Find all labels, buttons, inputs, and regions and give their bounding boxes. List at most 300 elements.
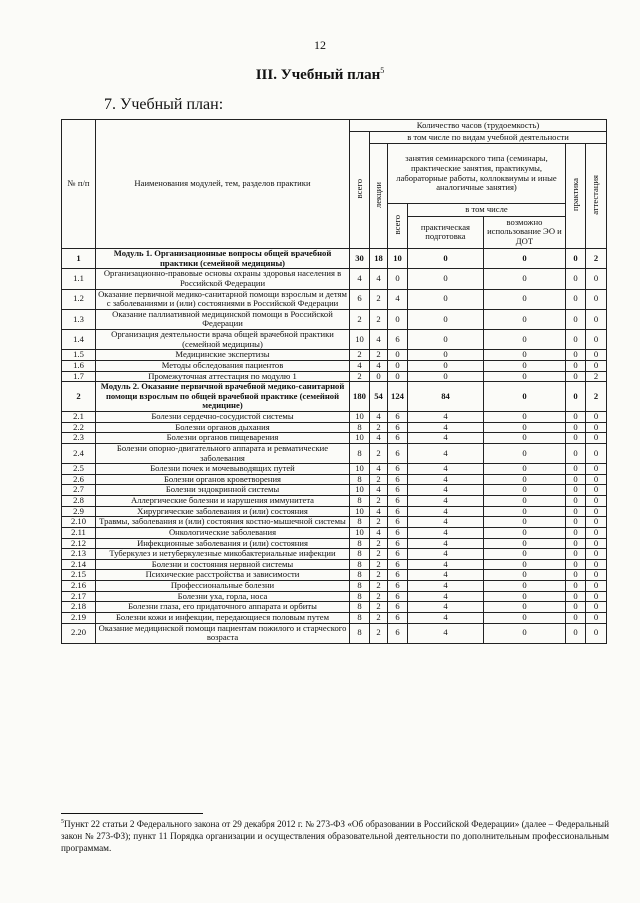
row-distance: 0 (484, 591, 566, 602)
row-attestation: 0 (586, 412, 607, 423)
row-number: 2 (62, 382, 96, 412)
row-practice: 0 (566, 289, 586, 309)
row-practice: 0 (566, 549, 586, 560)
row-practical-training: 4 (408, 538, 484, 549)
row-practical-training: 4 (408, 474, 484, 485)
row-distance: 0 (484, 360, 566, 371)
row-name: Методы обследования пациентов (96, 360, 350, 371)
row-practical-training: 0 (408, 309, 484, 329)
row-attestation: 0 (586, 506, 607, 517)
row-seminar: 0 (388, 269, 408, 289)
row-seminar: 6 (388, 443, 408, 463)
table-row (62, 549, 607, 560)
table-row (62, 330, 607, 350)
row-attestation: 0 (586, 360, 607, 371)
row-distance: 0 (484, 350, 566, 361)
row-attestation: 2 (586, 382, 607, 412)
table-row (62, 360, 607, 371)
table-row (62, 422, 607, 433)
row-total: 10 (350, 527, 370, 538)
row-lectures: 2 (370, 581, 388, 592)
module-row (62, 249, 607, 269)
row-seminar: 0 (388, 350, 408, 361)
row-total: 8 (350, 612, 370, 623)
row-number: 2.12 (62, 538, 96, 549)
row-seminar: 6 (388, 474, 408, 485)
row-total: 8 (350, 538, 370, 549)
table-row (62, 591, 607, 602)
row-attestation: 2 (586, 371, 607, 382)
row-attestation: 0 (586, 289, 607, 309)
row-attestation: 0 (586, 559, 607, 570)
row-number: 2.14 (62, 559, 96, 570)
row-practical-training: 4 (408, 412, 484, 423)
module-row (62, 382, 607, 412)
table-row (62, 602, 607, 613)
row-number: 2.15 (62, 570, 96, 581)
row-total: 10 (350, 330, 370, 350)
row-practice: 0 (566, 602, 586, 613)
row-name: Болезни уха, горла, носа (96, 591, 350, 602)
section-title-text: III. Учебный план (255, 67, 381, 83)
row-lectures: 4 (370, 360, 388, 371)
row-name: Болезни органов пищеварения (96, 433, 350, 444)
row-number: 2.2 (62, 422, 96, 433)
row-distance: 0 (484, 496, 566, 507)
header-seminar-total-text: всего (391, 215, 402, 235)
row-practical-training: 4 (408, 443, 484, 463)
row-practice: 0 (566, 382, 586, 412)
row-practice: 0 (566, 330, 586, 350)
row-distance: 0 (484, 443, 566, 463)
row-attestation: 0 (586, 581, 607, 592)
row-number: 2.19 (62, 612, 96, 623)
row-lectures: 4 (370, 464, 388, 475)
row-distance: 0 (484, 422, 566, 433)
row-practice: 0 (566, 350, 586, 361)
row-name: Медицинские экспертизы (96, 350, 350, 361)
row-lectures: 2 (370, 602, 388, 613)
header-name: Наименования модулей, тем, разделов практики (96, 120, 350, 249)
row-distance: 0 (484, 249, 566, 269)
row-name: Модуль 2. Оказание первичной врачебной медико-санитарной помощи взрослым по общей врачебной практике (семейной медицине) (96, 382, 350, 412)
section-title (0, 66, 640, 84)
row-name: Промежуточная аттестация по модулю 1 (96, 371, 350, 382)
header-total-text: всего (353, 179, 364, 199)
table-row (62, 289, 607, 309)
row-seminar: 6 (388, 612, 408, 623)
row-seminar: 6 (388, 549, 408, 560)
row-total: 8 (350, 443, 370, 463)
row-seminar: 4 (388, 289, 408, 309)
row-total: 2 (350, 350, 370, 361)
row-number: 2.4 (62, 443, 96, 463)
row-number: 1.7 (62, 371, 96, 382)
row-practice: 0 (566, 249, 586, 269)
row-number: 1.5 (62, 350, 96, 361)
row-seminar: 6 (388, 485, 408, 496)
row-seminar: 6 (388, 623, 408, 643)
row-seminar: 6 (388, 570, 408, 581)
row-distance: 0 (484, 570, 566, 581)
footnote-text: Пункт 22 статьи 2 Федерального закона от 29 декабря 2012 г. № 273-ФЗ «Об образовании в Российской Федерации» (далее – Федеральный закон № 273-ФЗ); пункт 11 Порядка организации и осуществления образовательной деятельности по дополнительным профессиональным программам. (61, 819, 609, 853)
row-total: 8 (350, 496, 370, 507)
row-attestation: 0 (586, 464, 607, 475)
row-total: 8 (350, 422, 370, 433)
row-number: 2.16 (62, 581, 96, 592)
row-lectures: 2 (370, 538, 388, 549)
row-name: Болезни почек и мочевыводящих путей (96, 464, 350, 475)
row-total: 2 (350, 309, 370, 329)
row-attestation: 0 (586, 474, 607, 485)
row-total: 8 (350, 581, 370, 592)
row-practical-training: 0 (408, 371, 484, 382)
footnote (61, 819, 609, 855)
row-attestation: 0 (586, 527, 607, 538)
row-distance: 0 (484, 612, 566, 623)
row-name: Оказание паллиативной медицинской помощи в Российской Федерации (96, 309, 350, 329)
table-row (62, 538, 607, 549)
row-seminar: 6 (388, 591, 408, 602)
row-lectures: 18 (370, 249, 388, 269)
row-distance: 0 (484, 623, 566, 643)
row-lectures: 4 (370, 485, 388, 496)
row-number: 1.4 (62, 330, 96, 350)
plan-label: 7. Учебный план: (104, 96, 224, 113)
table-row (62, 517, 607, 528)
table-row (62, 570, 607, 581)
row-total: 10 (350, 506, 370, 517)
row-practical-training: 4 (408, 496, 484, 507)
row-attestation: 0 (586, 612, 607, 623)
row-practical-training: 4 (408, 464, 484, 475)
row-lectures: 0 (370, 371, 388, 382)
header-lectures (370, 144, 388, 249)
header-num: № п/п (62, 120, 96, 249)
table-row (62, 623, 607, 643)
footnote-divider (61, 813, 203, 814)
header-hours-total: Количество часов (трудоемкость) (350, 120, 607, 132)
row-number: 2.20 (62, 623, 96, 643)
row-name: Болезни и состояния нервной системы (96, 559, 350, 570)
row-number: 2.9 (62, 506, 96, 517)
row-seminar: 6 (388, 330, 408, 350)
row-lectures: 4 (370, 269, 388, 289)
row-attestation: 0 (586, 433, 607, 444)
row-seminar: 6 (388, 506, 408, 517)
row-practical-training: 4 (408, 517, 484, 528)
row-practical-training: 4 (408, 549, 484, 560)
row-total: 8 (350, 549, 370, 560)
row-distance: 0 (484, 289, 566, 309)
row-total: 180 (350, 382, 370, 412)
header-seminar-total (388, 204, 408, 249)
row-distance: 0 (484, 538, 566, 549)
row-total: 8 (350, 570, 370, 581)
row-number: 2.17 (62, 591, 96, 602)
row-lectures: 2 (370, 443, 388, 463)
row-seminar: 6 (388, 527, 408, 538)
row-practical-training: 0 (408, 360, 484, 371)
table-row (62, 443, 607, 463)
row-practice: 0 (566, 309, 586, 329)
row-attestation: 0 (586, 517, 607, 528)
row-name: Онкологические заболевания (96, 527, 350, 538)
row-distance: 0 (484, 382, 566, 412)
row-attestation: 0 (586, 623, 607, 643)
row-distance: 0 (484, 559, 566, 570)
row-distance: 0 (484, 517, 566, 528)
row-practical-training: 84 (408, 382, 484, 412)
header-lectures-text: лекции (372, 181, 383, 208)
row-seminar: 6 (388, 464, 408, 475)
header-distance: возможно использование ЭО и ДОТ (487, 216, 562, 247)
row-number: 2.11 (62, 527, 96, 538)
row-name: Инфекционные заболевания и (или) состояния (96, 538, 350, 549)
row-attestation: 2 (586, 249, 607, 269)
row-practice: 0 (566, 485, 586, 496)
row-total: 10 (350, 485, 370, 496)
row-total: 4 (350, 269, 370, 289)
row-attestation: 0 (586, 602, 607, 613)
row-total: 6 (350, 289, 370, 309)
row-distance: 0 (484, 371, 566, 382)
row-name: Болезни органов кроветворения (96, 474, 350, 485)
row-lectures: 4 (370, 412, 388, 423)
row-distance: 0 (484, 464, 566, 475)
row-seminar: 6 (388, 581, 408, 592)
header-attestation-text: аттестация (590, 174, 601, 215)
row-practical-training: 0 (408, 350, 484, 361)
row-lectures: 2 (370, 591, 388, 602)
row-practice: 0 (566, 527, 586, 538)
row-seminar: 6 (388, 433, 408, 444)
table-row (62, 371, 607, 382)
row-lectures: 2 (370, 612, 388, 623)
table-row (62, 496, 607, 507)
row-attestation: 0 (586, 443, 607, 463)
row-practice: 0 (566, 474, 586, 485)
row-name: Хирургические заболевания и (или) состояния (96, 506, 350, 517)
row-distance: 0 (484, 506, 566, 517)
row-lectures: 4 (370, 506, 388, 517)
row-seminar: 10 (388, 249, 408, 269)
row-practice: 0 (566, 269, 586, 289)
table-row (62, 309, 607, 329)
row-practice: 0 (566, 371, 586, 382)
row-lectures: 2 (370, 496, 388, 507)
row-seminar: 6 (388, 422, 408, 433)
header-by-type: в том числе по видам учебной деятельности (370, 132, 607, 144)
row-name: Организационно-правовые основы охраны здоровья населения в Российской Федерации (96, 269, 350, 289)
row-name: Оказание первичной медико-санитарной помощи взрослым и детям с заболеваниями и (или) состояниями в Российской Федерации (96, 289, 350, 309)
row-distance: 0 (484, 269, 566, 289)
row-name: Болезни эндокринной системы (96, 485, 350, 496)
row-attestation: 0 (586, 269, 607, 289)
row-practice: 0 (566, 570, 586, 581)
row-number: 2.5 (62, 464, 96, 475)
row-practical-training: 4 (408, 559, 484, 570)
row-distance: 0 (484, 474, 566, 485)
row-lectures: 4 (370, 527, 388, 538)
table-row (62, 474, 607, 485)
row-total: 2 (350, 371, 370, 382)
row-attestation: 0 (586, 538, 607, 549)
header-practice-text: практика (569, 178, 580, 212)
row-number: 2.8 (62, 496, 96, 507)
row-lectures: 2 (370, 309, 388, 329)
row-number: 2.6 (62, 474, 96, 485)
header-total (350, 132, 370, 249)
row-attestation: 0 (586, 496, 607, 507)
row-practical-training: 4 (408, 506, 484, 517)
row-practical-training: 4 (408, 485, 484, 496)
row-lectures: 4 (370, 433, 388, 444)
row-number: 1 (62, 249, 96, 269)
row-total: 8 (350, 559, 370, 570)
row-name: Болезни глаза, его придаточного аппарата и орбиты (96, 602, 350, 613)
row-attestation: 0 (586, 422, 607, 433)
row-practice: 0 (566, 612, 586, 623)
row-name: Организация деятельности врача общей врачебной практики (семейной медицины) (96, 330, 350, 350)
row-attestation: 0 (586, 309, 607, 329)
table-row (62, 506, 607, 517)
row-attestation: 0 (586, 570, 607, 581)
row-practice: 0 (566, 360, 586, 371)
row-attestation: 0 (586, 350, 607, 361)
row-name: Болезни опорно-двигательного аппарата и ревматические заболевания (96, 443, 350, 463)
row-name: Оказание медицинской помощи пациентам пожилого и старческого возраста (96, 623, 350, 643)
curriculum-body (62, 249, 607, 644)
row-practical-training: 0 (408, 269, 484, 289)
row-number: 2.10 (62, 517, 96, 528)
table-row (62, 412, 607, 423)
row-total: 4 (350, 360, 370, 371)
row-number: 2.13 (62, 549, 96, 560)
row-distance: 0 (484, 581, 566, 592)
row-distance: 0 (484, 330, 566, 350)
row-name: Болезни сердечно-сосудистой системы (96, 412, 350, 423)
header-including-inner (408, 204, 565, 248)
row-total: 8 (350, 517, 370, 528)
row-practical-training: 4 (408, 433, 484, 444)
row-practical-training: 4 (408, 581, 484, 592)
row-practice: 0 (566, 464, 586, 475)
row-name: Болезни кожи и инфекции, передающиеся половым путем (96, 612, 350, 623)
table-row (62, 527, 607, 538)
table-row (62, 269, 607, 289)
table-row (62, 485, 607, 496)
row-distance: 0 (484, 485, 566, 496)
row-total: 8 (350, 474, 370, 485)
row-distance: 0 (484, 527, 566, 538)
row-practice: 0 (566, 559, 586, 570)
row-name: Травмы, заболевания и (или) состояния костно-мышечной системы (96, 517, 350, 528)
row-name: Профессиональные болезни (96, 581, 350, 592)
curriculum-table (61, 119, 607, 644)
row-number: 2.18 (62, 602, 96, 613)
header-including: в том числе (408, 204, 565, 216)
row-practice: 0 (566, 591, 586, 602)
footnote-marker: 5 (61, 819, 64, 825)
row-total: 8 (350, 591, 370, 602)
row-lectures: 54 (370, 382, 388, 412)
row-seminar: 6 (388, 517, 408, 528)
row-lectures: 2 (370, 289, 388, 309)
row-lectures: 2 (370, 559, 388, 570)
row-practical-training: 0 (408, 249, 484, 269)
row-distance: 0 (484, 412, 566, 423)
row-seminar: 6 (388, 602, 408, 613)
row-number: 1.3 (62, 309, 96, 329)
row-number: 2.3 (62, 433, 96, 444)
row-total: 8 (350, 623, 370, 643)
row-lectures: 4 (370, 330, 388, 350)
row-seminar: 0 (388, 360, 408, 371)
row-seminar: 124 (388, 382, 408, 412)
row-seminar: 6 (388, 559, 408, 570)
row-practice: 0 (566, 496, 586, 507)
row-lectures: 2 (370, 623, 388, 643)
row-attestation: 0 (586, 591, 607, 602)
row-seminar: 6 (388, 412, 408, 423)
row-attestation: 0 (586, 549, 607, 560)
table-row (62, 559, 607, 570)
row-practice: 0 (566, 538, 586, 549)
row-distance: 0 (484, 309, 566, 329)
table-row (62, 350, 607, 361)
row-seminar: 6 (388, 496, 408, 507)
row-name: Аллергические болезни и нарушения иммунитета (96, 496, 350, 507)
row-name: Туберкулез и нетуберкулезные микобактериальные инфекции (96, 549, 350, 560)
table-row (62, 612, 607, 623)
row-practice: 0 (566, 433, 586, 444)
table-row (62, 433, 607, 444)
row-practical-training: 0 (408, 289, 484, 309)
row-distance: 0 (484, 549, 566, 560)
row-lectures: 2 (370, 350, 388, 361)
row-total: 8 (350, 602, 370, 613)
row-name: Психические расстройства и зависимости (96, 570, 350, 581)
row-practice: 0 (566, 422, 586, 433)
table-row (62, 464, 607, 475)
row-number: 1.6 (62, 360, 96, 371)
row-total: 30 (350, 249, 370, 269)
header-attestation (586, 144, 607, 249)
row-practical-training: 4 (408, 570, 484, 581)
row-number: 2.1 (62, 412, 96, 423)
row-number: 1.1 (62, 269, 96, 289)
row-total: 10 (350, 433, 370, 444)
header-including-group (408, 204, 566, 249)
row-lectures: 2 (370, 517, 388, 528)
row-attestation: 0 (586, 330, 607, 350)
row-lectures: 2 (370, 549, 388, 560)
row-practical-training: 4 (408, 527, 484, 538)
header-practice (566, 144, 586, 249)
row-name: Болезни органов дыхания (96, 422, 350, 433)
row-practical-training: 0 (408, 330, 484, 350)
row-practice: 0 (566, 443, 586, 463)
row-attestation: 0 (586, 485, 607, 496)
row-practical-training: 4 (408, 422, 484, 433)
row-practice: 0 (566, 517, 586, 528)
row-lectures: 2 (370, 570, 388, 581)
header-practical-training: практическая подготовка (408, 216, 483, 248)
row-practical-training: 4 (408, 612, 484, 623)
row-name: Модуль 1. Организационные вопросы общей врачебной практики (семейной медицины) (96, 249, 350, 269)
row-distance: 0 (484, 602, 566, 613)
